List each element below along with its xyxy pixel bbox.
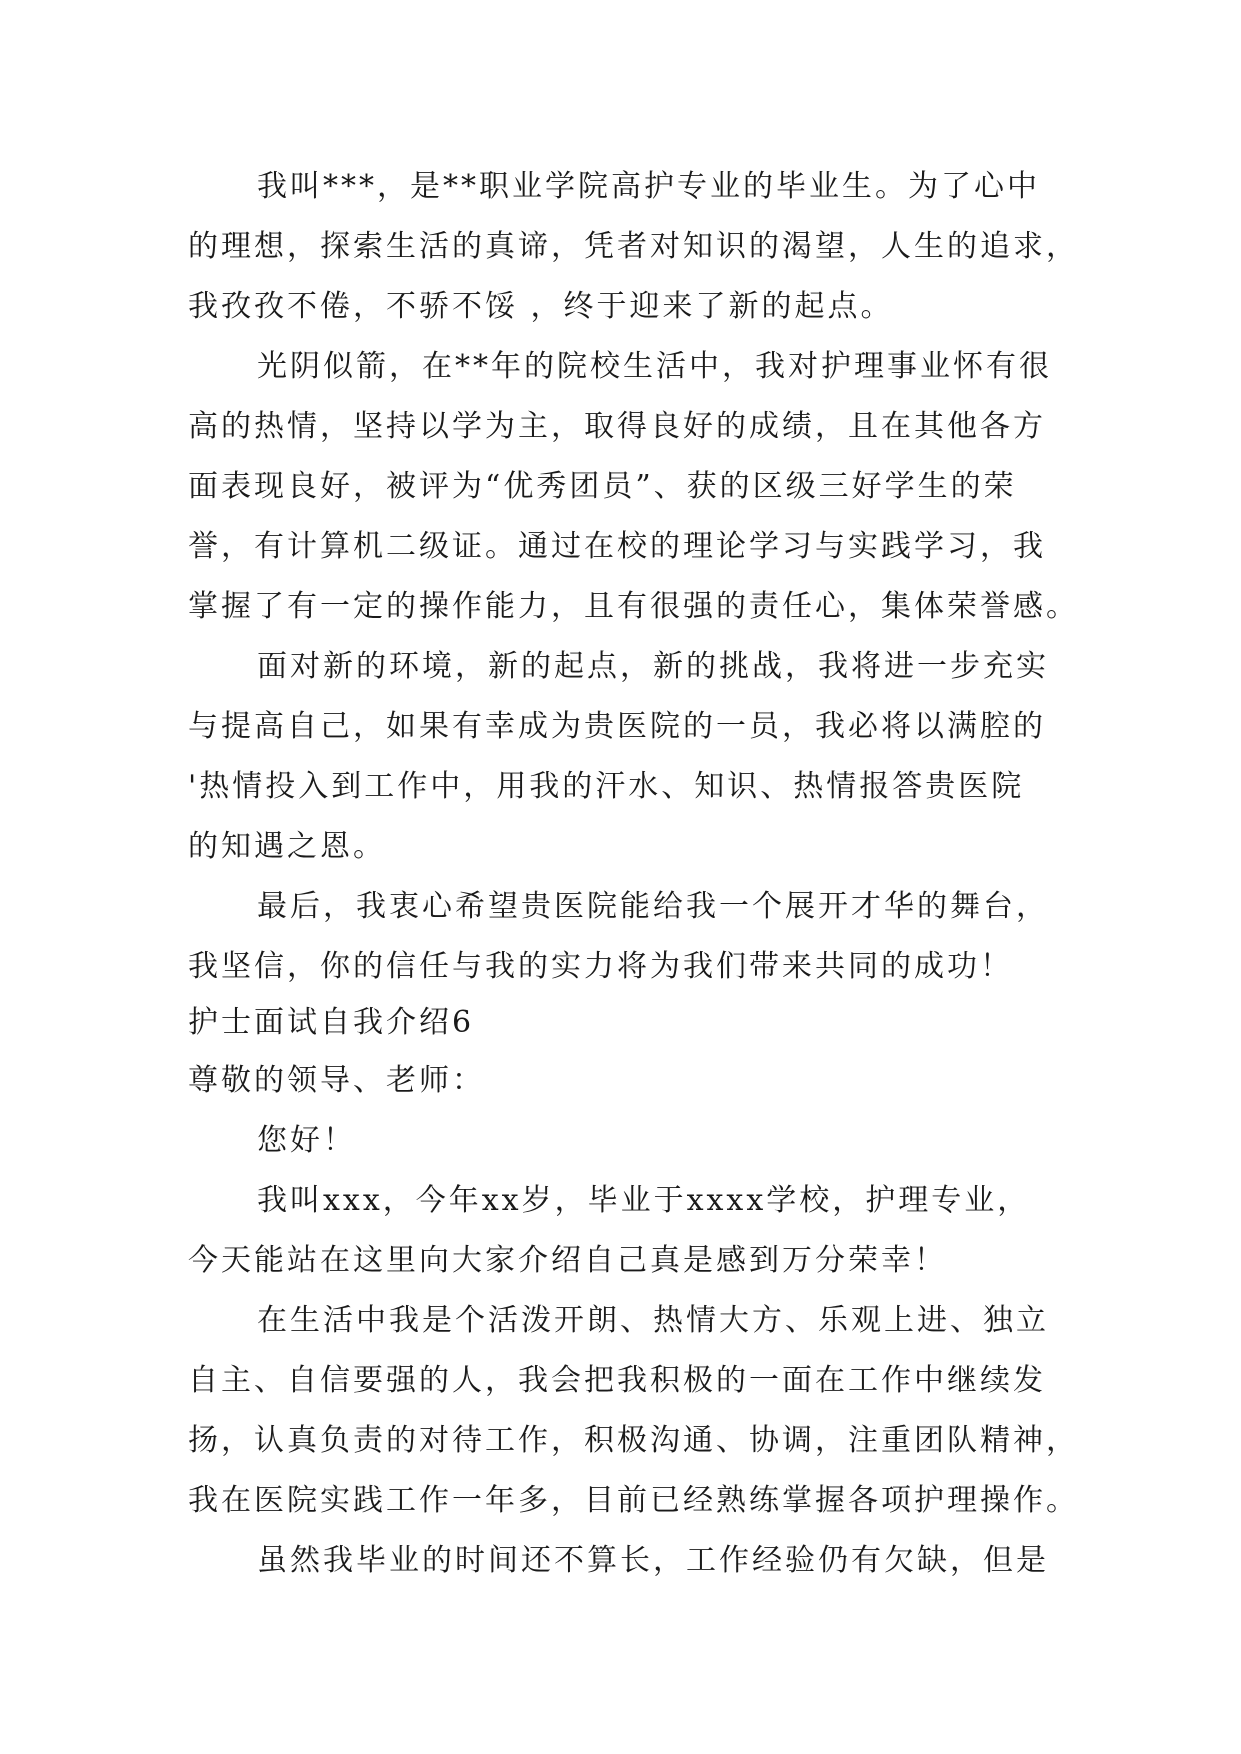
text-line: 面对新的环境，新的起点，新的挑战，我将进一步充实 — [257, 649, 1049, 684]
text-line: 誉，有计算机二级证。通过在校的理论学习与实践学习，我 — [188, 529, 1046, 564]
text-line: 我叫***，是**职业学院高护专业的毕业生。为了心中 — [257, 169, 1040, 204]
salutation: 尊敬的领导、老师： — [188, 1063, 485, 1098]
text-line: 的知遇之恩。 — [188, 829, 386, 864]
text-line: 扬，认真负责的对待工作，积极沟通、协调，注重团队精神， — [188, 1423, 1079, 1458]
text-line: 自主、自信要强的人，我会把我积极的一面在工作中继续发 — [188, 1363, 1046, 1398]
text-line: 我孜孜不倦，不骄不馁 ，终于迎来了新的起点。 — [188, 289, 894, 324]
text-line: 在生活中我是个活泼开朗、热情大方、乐观上进、独立 — [257, 1303, 1049, 1338]
text-line: 今天能站在这里向大家介绍自己真是感到万分荣幸！ — [188, 1243, 947, 1278]
text-line: 我坚信，你的信任与我的实力将为我们带来共同的成功！ — [188, 949, 1013, 984]
text-line: 虽然我毕业的时间还不算长，工作经验仍有欠缺，但是 — [257, 1543, 1049, 1578]
greeting: 您好！ — [257, 1123, 356, 1158]
text-line: 我在医院实践工作一年多，目前已经熟练掌握各项护理操作。 — [188, 1483, 1079, 1518]
section-heading: 护士面试自我介绍6 — [188, 1005, 475, 1040]
text-line: 面表现良好，被评为“优秀团员”、获的区级三好学生的荣 — [188, 469, 1017, 504]
text-line: 最后，我衷心希望贵医院能给我一个展开才华的舞台， — [257, 889, 1049, 924]
text-line: '热情投入到工作中，用我的汗水、知识、热情报答贵医院 — [188, 769, 1025, 804]
text-line: 掌握了有一定的操作能力，且有很强的责任心，集体荣誉感。 — [188, 589, 1079, 624]
text-line: 高的热情，坚持以学为主，取得良好的成绩，且在其他各方 — [188, 409, 1046, 444]
text-line: 我叫xxx，今年xx岁，毕业于xxxx学校，护理专业， — [257, 1183, 1031, 1218]
text-line: 光阴似箭，在**年的院校生活中，我对护理事业怀有很 — [257, 349, 1052, 384]
text-line: 的理想，探索生活的真谛，凭者对知识的渴望，人生的追求， — [188, 229, 1079, 264]
text-line: 与提高自己，如果有幸成为贵医院的一员，我必将以满腔的 — [188, 709, 1046, 744]
